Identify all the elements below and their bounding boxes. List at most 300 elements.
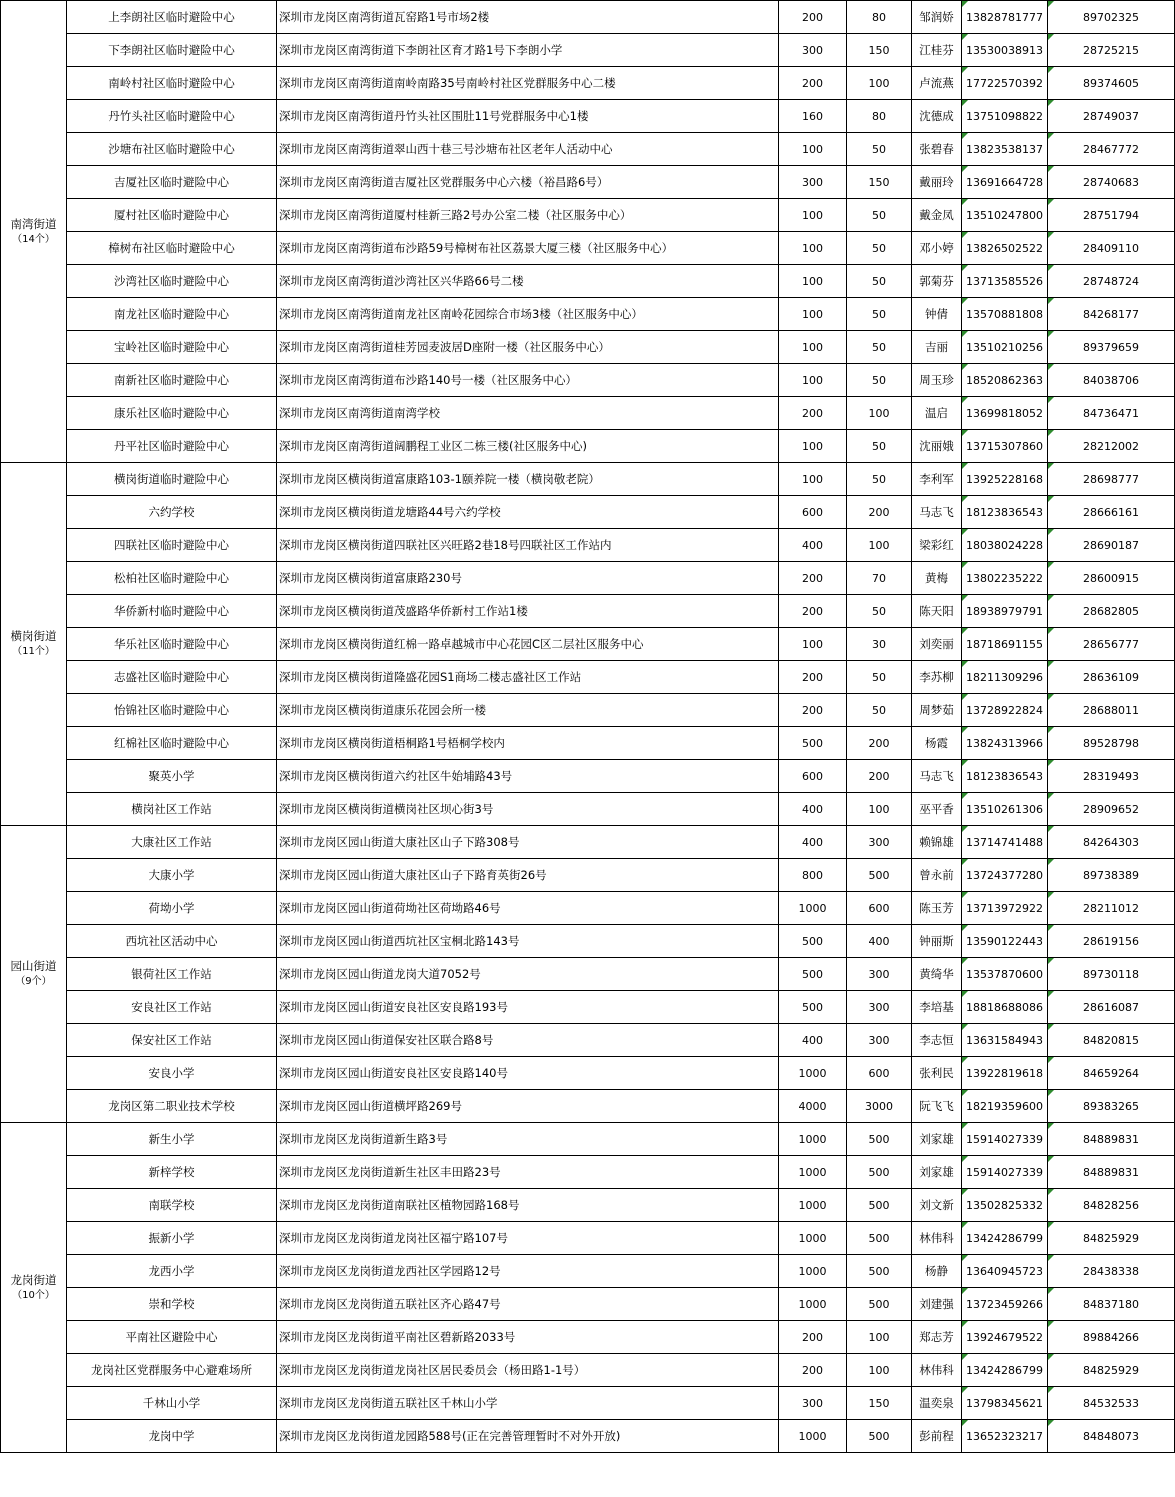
shelter-name: 沙塘布社区临时避险中心 [67,133,277,166]
shelter-name: 聚英小学 [67,760,277,793]
district-cell [1,826,67,1123]
contact-landline: 84889831 [1048,1123,1175,1156]
shelter-area: 500 [847,1288,912,1321]
contact-mobile: 13823538137 [962,133,1048,166]
contact-landline: 84038706 [1048,364,1175,397]
shelter-capacity: 100 [779,133,847,166]
contact-person: 戴丽玲 [912,166,962,199]
shelter-capacity: 800 [779,859,847,892]
table-row [1,166,1175,199]
shelter-area: 500 [847,1156,912,1189]
shelter-address: 深圳市龙岗区龙岗街道新生社区丰田路23号 [277,1156,779,1189]
contact-person: 李培基 [912,991,962,1024]
table-row [1,100,1175,133]
contact-mobile: 13510261306 [962,793,1048,826]
shelter-address: 深圳市龙岗区横岗街道梧桐路1号梧桐学校内 [277,727,779,760]
shelter-name: 大康小学 [67,859,277,892]
contact-person: 赖锦雄 [912,826,962,859]
contact-mobile: 13699818052 [962,397,1048,430]
shelter-name: 龙岗区第二职业技术学校 [67,1090,277,1123]
contact-person: 杨静 [912,1255,962,1288]
shelter-area: 200 [847,760,912,793]
contact-person: 梁彩红 [912,529,962,562]
shelter-address: 深圳市龙岗区园山街道大康社区山子下路308号 [277,826,779,859]
shelter-area: 100 [847,793,912,826]
shelter-name: 华乐社区临时避险中心 [67,628,277,661]
shelter-address: 深圳市龙岗区南湾街道翠山西十巷三号沙塘布社区老年人活动中心 [277,133,779,166]
shelter-area: 30 [847,628,912,661]
shelter-capacity: 100 [779,298,847,331]
shelter-capacity: 400 [779,1024,847,1057]
shelter-address: 深圳市龙岗区龙岗街道龙西社区学园路12号 [277,1255,779,1288]
contact-person: 黄梅 [912,562,962,595]
contact-mobile: 13828781777 [962,1,1048,34]
table-row [1,826,1175,859]
contact-landline: 28319493 [1048,760,1175,793]
table-row [1,1255,1175,1288]
shelter-capacity: 160 [779,100,847,133]
shelter-address: 深圳市龙岗区南湾街道南岭南路35号南岭村社区党群服务中心二楼 [277,67,779,100]
shelter-address: 深圳市龙岗区横岗街道富康路230号 [277,562,779,595]
shelter-address: 深圳市龙岗区横岗街道富康路103-1颐养院一楼（横岗敬老院） [277,463,779,496]
shelter-capacity: 200 [779,1,847,34]
shelter-name: 康乐社区临时避险中心 [67,397,277,430]
contact-mobile: 13826502522 [962,232,1048,265]
contact-landline: 28211012 [1048,892,1175,925]
contact-landline: 89383265 [1048,1090,1175,1123]
contact-person: 温启 [912,397,962,430]
shelter-area: 50 [847,430,912,463]
shelter-area: 400 [847,925,912,958]
shelter-area: 50 [847,364,912,397]
contact-person: 李志恒 [912,1024,962,1057]
shelter-address: 深圳市龙岗区横岗街道横岗社区坝心街3号 [277,793,779,826]
district-cell [1,1,67,463]
table-row [1,430,1175,463]
contact-person: 吉丽 [912,331,962,364]
contact-mobile: 13713585526 [962,265,1048,298]
contact-mobile: 13922819618 [962,1057,1048,1090]
table-row [1,925,1175,958]
shelter-name: 新梓学校 [67,1156,277,1189]
contact-person: 江桂芬 [912,34,962,67]
shelter-name: 崇和学校 [67,1288,277,1321]
shelter-capacity: 200 [779,67,847,100]
shelter-area: 500 [847,1189,912,1222]
shelter-area: 50 [847,232,912,265]
contact-person: 周玉珍 [912,364,962,397]
contact-person: 邓小婷 [912,232,962,265]
shelter-capacity: 600 [779,760,847,793]
contact-landline: 28467772 [1048,133,1175,166]
contact-person: 陈玉芳 [912,892,962,925]
table-row [1,232,1175,265]
shelter-address: 深圳市龙岗区南湾街道南湾学校 [277,397,779,430]
shelter-capacity: 200 [779,562,847,595]
district-name: 龙岗街道 [10,1272,57,1287]
table-row [1,694,1175,727]
shelter-capacity: 1000 [779,1420,847,1453]
shelter-capacity: 100 [779,364,847,397]
shelter-address: 深圳市龙岗区园山街道荷坳社区荷坳路46号 [277,892,779,925]
table-body [1,1,1175,1453]
shelter-name: 怡锦社区临时避险中心 [67,694,277,727]
shelter-area: 150 [847,1387,912,1420]
shelter-capacity: 100 [779,199,847,232]
table-row [1,991,1175,1024]
shelter-capacity: 100 [779,331,847,364]
shelter-address: 深圳市龙岗区龙岗街道五联社区千林山小学 [277,1387,779,1420]
shelter-address: 深圳市龙岗区园山街道龙岗大道7052号 [277,958,779,991]
table-row [1,1189,1175,1222]
contact-landline: 28636109 [1048,661,1175,694]
shelter-address: 深圳市龙岗区南湾街道瓦窑路1号市场2楼 [277,1,779,34]
shelter-name: 南新社区临时避险中心 [67,364,277,397]
table-row [1,364,1175,397]
shelter-name: 厦村社区临时避险中心 [67,199,277,232]
contact-landline: 84837180 [1048,1288,1175,1321]
shelter-area: 500 [847,1123,912,1156]
shelter-capacity: 1000 [779,892,847,925]
contact-landline: 89730118 [1048,958,1175,991]
shelter-name: 南龙社区临时避险中心 [67,298,277,331]
contact-landline: 28698777 [1048,463,1175,496]
contact-landline: 28688011 [1048,694,1175,727]
contact-landline: 84820815 [1048,1024,1175,1057]
contact-mobile: 13510247800 [962,199,1048,232]
contact-mobile: 13502825332 [962,1189,1048,1222]
shelter-area: 150 [847,34,912,67]
contact-landline: 89884266 [1048,1321,1175,1354]
shelter-capacity: 200 [779,397,847,430]
contact-mobile: 15914027339 [962,1123,1048,1156]
shelter-area: 200 [847,727,912,760]
contact-mobile: 13713972922 [962,892,1048,925]
contact-person: 马志飞 [912,760,962,793]
shelter-name: 安良小学 [67,1057,277,1090]
shelter-address: 深圳市龙岗区龙岗街道龙岗社区居民委员会（杨田路1-1号） [277,1354,779,1387]
contact-person: 林伟科 [912,1354,962,1387]
contact-person: 沈丽娥 [912,430,962,463]
contact-person: 卢流燕 [912,67,962,100]
contact-landline: 89702325 [1048,1,1175,34]
contact-mobile: 13631584943 [962,1024,1048,1057]
shelter-address: 深圳市龙岗区南湾街道下李朗社区育才路1号下李朗小学 [277,34,779,67]
table-row [1,562,1175,595]
table-row [1,265,1175,298]
shelter-area: 50 [847,331,912,364]
shelter-area: 50 [847,298,912,331]
contact-mobile: 13723459266 [962,1288,1048,1321]
shelter-address: 深圳市龙岗区横岗街道龙塘路44号六约学校 [277,496,779,529]
shelter-name: 安良社区工作站 [67,991,277,1024]
shelter-area: 300 [847,991,912,1024]
table-row [1,331,1175,364]
shelter-address: 深圳市龙岗区园山街道安良社区安良路140号 [277,1057,779,1090]
shelter-area: 100 [847,67,912,100]
shelter-area: 600 [847,1057,912,1090]
contact-landline: 28666161 [1048,496,1175,529]
shelter-name: 下李朗社区临时避险中心 [67,34,277,67]
contact-landline: 84532533 [1048,1387,1175,1420]
contact-mobile: 15914027339 [962,1156,1048,1189]
contact-person: 戴金凤 [912,199,962,232]
contact-landline: 28600915 [1048,562,1175,595]
contact-landline: 84828256 [1048,1189,1175,1222]
shelter-address: 深圳市龙岗区南湾街道沙湾社区兴华路66号二楼 [277,265,779,298]
shelter-address: 深圳市龙岗区横岗街道四联社区兴旺路2巷18号四联社区工作站内 [277,529,779,562]
shelter-area: 100 [847,529,912,562]
district-cell [1,463,67,826]
contact-person: 曾永前 [912,859,962,892]
shelter-name: 松柏社区临时避险中心 [67,562,277,595]
contact-mobile: 13715307860 [962,430,1048,463]
shelter-capacity: 1000 [779,1255,847,1288]
contact-landline: 28616087 [1048,991,1175,1024]
shelter-name: 新生小学 [67,1123,277,1156]
table-row [1,1222,1175,1255]
contact-person: 刘文新 [912,1189,962,1222]
district-name: 园山街道 [10,959,57,973]
shelter-address: 深圳市龙岗区南湾街道吉厦社区党群服务中心六楼（裕昌路6号） [277,166,779,199]
contact-landline: 28909652 [1048,793,1175,826]
shelter-name: 龙岗中学 [67,1420,277,1453]
contact-mobile: 13570881808 [962,298,1048,331]
contact-person: 巫平香 [912,793,962,826]
shelter-address: 深圳市龙岗区园山街道大康社区山子下路育英街26号 [277,859,779,892]
contact-landline: 84848073 [1048,1420,1175,1453]
shelter-name: 丹平社区临时避险中心 [67,430,277,463]
table-row [1,595,1175,628]
shelter-address: 深圳市龙岗区园山街道保安社区联合路8号 [277,1024,779,1057]
shelter-capacity: 100 [779,628,847,661]
contact-mobile: 18123836543 [962,760,1048,793]
contact-mobile: 13824313966 [962,727,1048,760]
shelter-name: 龙西小学 [67,1255,277,1288]
contact-mobile: 18938979791 [962,595,1048,628]
shelter-capacity: 100 [779,265,847,298]
shelter-address: 深圳市龙岗区园山街道西坑社区宝桐北路143号 [277,925,779,958]
contact-mobile: 18038024228 [962,529,1048,562]
contact-mobile: 13424286799 [962,1354,1048,1387]
contact-person: 郑志芳 [912,1321,962,1354]
shelter-capacity: 200 [779,661,847,694]
contact-landline: 28749037 [1048,100,1175,133]
shelter-capacity: 1000 [779,1057,847,1090]
shelter-address: 深圳市龙岗区南湾街道布沙路59号樟树布社区荔景大厦三楼（社区服务中心） [277,232,779,265]
contact-mobile: 13925228168 [962,463,1048,496]
shelter-address: 深圳市龙岗区横岗街道康乐花园会所一楼 [277,694,779,727]
contact-landline: 28212002 [1048,430,1175,463]
district-count: （11个） [12,646,55,657]
shelter-area: 50 [847,463,912,496]
contact-mobile: 13530038913 [962,34,1048,67]
table-row [1,529,1175,562]
table-row [1,133,1175,166]
shelter-name: 西坑社区活动中心 [67,925,277,958]
shelter-name: 沙湾社区临时避险中心 [67,265,277,298]
contact-landline: 89738389 [1048,859,1175,892]
contact-mobile: 13724377280 [962,859,1048,892]
shelter-capacity: 100 [779,232,847,265]
district-count: （10个） [12,1289,55,1301]
shelter-area: 80 [847,100,912,133]
contact-person: 马志飞 [912,496,962,529]
table-row [1,793,1175,826]
shelter-area: 500 [847,1222,912,1255]
shelter-address: 深圳市龙岗区园山街道横坪路269号 [277,1090,779,1123]
shelter-area: 300 [847,1024,912,1057]
contact-landline: 84268177 [1048,298,1175,331]
shelter-area: 50 [847,661,912,694]
shelter-capacity: 500 [779,991,847,1024]
table-row [1,1420,1175,1453]
contact-person: 周梦茹 [912,694,962,727]
contact-person: 沈德成 [912,100,962,133]
contact-mobile: 18718691155 [962,628,1048,661]
shelter-address: 深圳市龙岗区横岗街道隆盛花园S1商场二楼志盛社区工作站 [277,661,779,694]
contact-person: 刘家雄 [912,1123,962,1156]
shelter-area: 80 [847,1,912,34]
contact-landline: 84825929 [1048,1222,1175,1255]
contact-landline: 84659264 [1048,1057,1175,1090]
shelter-name: 红棉社区临时避险中心 [67,727,277,760]
shelter-area: 50 [847,133,912,166]
shelter-address: 深圳市龙岗区龙岗街道龙园路588号(正在完善管理暂时不对外开放) [277,1420,779,1453]
contact-person: 邹润娇 [912,1,962,34]
contact-mobile: 18818688086 [962,991,1048,1024]
table-row [1,958,1175,991]
contact-mobile: 13590122443 [962,925,1048,958]
shelter-capacity: 400 [779,793,847,826]
contact-person: 刘建强 [912,1288,962,1321]
contact-landline: 84889831 [1048,1156,1175,1189]
table-row [1,661,1175,694]
shelter-name: 千林山小学 [67,1387,277,1420]
district-count: （9个） [15,976,52,987]
table-row [1,1024,1175,1057]
contact-person: 温奕泉 [912,1387,962,1420]
table-row [1,1090,1175,1123]
table-row [1,1288,1175,1321]
shelter-name: 龙岗社区党群服务中心避难场所 [67,1354,277,1387]
shelter-area: 200 [847,496,912,529]
contact-person: 黄绮华 [912,958,962,991]
contact-person: 郭菊芬 [912,265,962,298]
table-row [1,199,1175,232]
shelter-capacity: 200 [779,1321,847,1354]
shelter-name: 华侨新村临时避险中心 [67,595,277,628]
shelter-capacity: 500 [779,727,847,760]
shelter-address: 深圳市龙岗区横岗街道红棉一路卓越城市中心花园C区二层社区服务中心 [277,628,779,661]
contact-mobile: 18219359600 [962,1090,1048,1123]
shelter-address: 深圳市龙岗区龙岗街道南联社区植物园路168号 [277,1189,779,1222]
table-row [1,298,1175,331]
contact-landline: 84264303 [1048,826,1175,859]
contact-mobile: 13510210256 [962,331,1048,364]
contact-mobile: 13728922824 [962,694,1048,727]
shelter-capacity: 1000 [779,1189,847,1222]
shelter-capacity: 500 [779,958,847,991]
district-cell [1,1123,67,1453]
shelter-area: 100 [847,1354,912,1387]
shelter-area: 50 [847,694,912,727]
shelter-area: 50 [847,595,912,628]
contact-landline: 28682805 [1048,595,1175,628]
shelter-area: 500 [847,859,912,892]
contact-person: 张利民 [912,1057,962,1090]
shelter-name: 宝岭社区临时避险中心 [67,331,277,364]
table-row [1,67,1175,100]
shelter-capacity: 300 [779,166,847,199]
shelter-area: 50 [847,265,912,298]
table-row [1,760,1175,793]
contact-person: 钟倩 [912,298,962,331]
contact-landline: 28656777 [1048,628,1175,661]
contact-landline: 84736471 [1048,397,1175,430]
table-row [1,1,1175,34]
shelter-capacity: 600 [779,496,847,529]
contact-person: 张碧春 [912,133,962,166]
table-row [1,892,1175,925]
table-row [1,1321,1175,1354]
shelter-address: 深圳市龙岗区龙岗街道五联社区齐心路47号 [277,1288,779,1321]
shelter-area: 3000 [847,1090,912,1123]
table-row [1,1354,1175,1387]
contact-landline: 89379659 [1048,331,1175,364]
contact-mobile: 18123836543 [962,496,1048,529]
shelter-address: 深圳市龙岗区横岗街道六约社区牛始埔路43号 [277,760,779,793]
contact-landline: 28438338 [1048,1255,1175,1288]
table-row [1,463,1175,496]
table-row [1,34,1175,67]
contact-landline: 28619156 [1048,925,1175,958]
table-row [1,496,1175,529]
shelter-capacity: 1000 [779,1288,847,1321]
contact-person: 刘家雄 [912,1156,962,1189]
contact-mobile: 13537870600 [962,958,1048,991]
shelter-name: 六约学校 [67,496,277,529]
contact-mobile: 13798345621 [962,1387,1048,1420]
table-row [1,1123,1175,1156]
contact-person: 杨霞 [912,727,962,760]
shelter-name: 吉厦社区临时避险中心 [67,166,277,199]
contact-person: 钟丽斯 [912,925,962,958]
shelter-name: 横岗社区工作站 [67,793,277,826]
table-row [1,628,1175,661]
shelter-address: 深圳市龙岗区南湾街道丹竹头社区围肚11号党群服务中心1楼 [277,100,779,133]
contact-mobile: 13424286799 [962,1222,1048,1255]
shelter-capacity: 400 [779,529,847,562]
shelter-capacity: 200 [779,1354,847,1387]
district-name: 南湾街道 [10,216,57,231]
table-row [1,1156,1175,1189]
shelter-capacity: 100 [779,463,847,496]
contact-person: 彭前程 [912,1420,962,1453]
shelter-address: 深圳市龙岗区南湾街道南龙社区南岭花园综合市场3楼（社区服务中心） [277,298,779,331]
shelter-capacity: 1000 [779,1123,847,1156]
contact-landline: 28751794 [1048,199,1175,232]
contact-mobile: 18211309296 [962,661,1048,694]
contact-landline: 28409110 [1048,232,1175,265]
shelter-address: 深圳市龙岗区横岗街道茂盛路华侨新村工作站1楼 [277,595,779,628]
contact-landline: 89374605 [1048,67,1175,100]
contact-landline: 28690187 [1048,529,1175,562]
shelter-area: 500 [847,1255,912,1288]
shelter-address: 深圳市龙岗区南湾街道桂芳园麦波居D座附一楼（社区服务中心） [277,331,779,364]
shelter-area: 150 [847,166,912,199]
contact-mobile: 13691664728 [962,166,1048,199]
